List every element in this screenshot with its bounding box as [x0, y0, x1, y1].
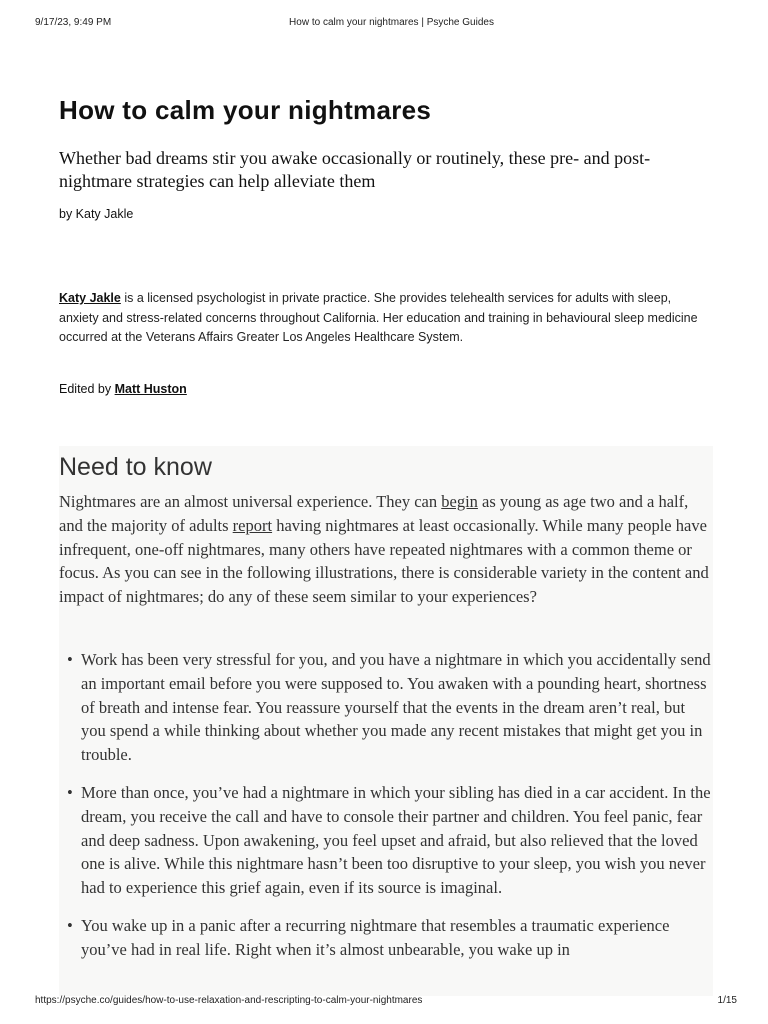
print-header	[35, 17, 748, 31]
list-item-text: More than once, you’ve had a nightmare in which your sibling has died in a car accident. In the dream, you receive the call and have to console their partner and children. You feel panic, fear and deep sadness. Upon awakening, you feel upset and afraid, but also relieved that the loved one is alive. While this nightmare hasn’t been too disruptive to your sleep, you wish you never had to experience this grief again, even if its source is imaginal.	[81, 782, 711, 898]
bullet-icon: •	[67, 915, 73, 935]
edited-by	[59, 382, 187, 396]
list-item	[59, 914, 713, 962]
page-indicator: 1/15	[717, 995, 737, 1006]
need-to-know-intro	[59, 490, 713, 609]
list-item-text: Work has been very stressful for you, and you have a nightmare in which you accidentally send an important email before you were supposed to. You awaken with a pounding heart, shortness of breath and intense fear. You reassure yourself that the events in the dream aren’t real, but you spend a while thinking about whether you made any recent mistakes that might get you in trouble.	[81, 650, 711, 765]
author-bio	[59, 289, 707, 348]
article-title: How to calm your nightmares	[59, 95, 432, 125]
intro-text-3: having nightmares at least occasionally. While many people have infrequent, one-off nightmares, many others have repeated nightmares with a common theme or focus. As you can see in the following illustrations, there is considerable variety in the content and impact of nightmares; do any of these seem similar to your experiences?	[59, 515, 709, 607]
begin-link[interactable]: begin	[441, 492, 478, 511]
edited-by-prefix: Edited by	[59, 382, 115, 396]
editor-name-link[interactable]: Matt Huston	[114, 382, 187, 396]
list-item	[59, 781, 713, 900]
print-page-title: How to calm your nightmares | Psyche Guides	[289, 17, 494, 28]
report-link[interactable]: report	[232, 515, 273, 535]
nightmare-examples-list	[59, 648, 713, 976]
list-item-text: You wake up in a panic after a recurring nightmare that resembles a traumatic experience you’ve had in real life. Right when it’s almost unbearable, you wake up in	[81, 915, 670, 959]
list-item	[59, 648, 713, 767]
print-footer	[35, 995, 737, 1009]
print-datetime: 9/17/23, 9:49 PM	[35, 17, 112, 28]
bullet-icon: •	[67, 782, 73, 802]
author-name-link[interactable]: Katy Jakle	[59, 291, 121, 305]
intro-text-1: Nightmares are an almost universal experience. They can	[59, 492, 442, 511]
article-byline: by Katy Jakle	[59, 207, 134, 221]
bullet-icon: •	[67, 650, 73, 669]
print-url: https://psyche.co/guides/how-to-use-relaxation-and-rescripting-to-calm-your-nightmares	[35, 995, 423, 1006]
article-standfirst: Whether bad dreams stir you awake occasionally or routinely, these pre- and post-nightmare strategies can help alleviate them	[59, 148, 651, 191]
intro-text-2: as young as age two and a half, and the majority of adults	[59, 492, 689, 535]
need-to-know-heading: Need to know	[59, 453, 212, 481]
author-bio-text: is a licensed psychologist in private practice. She provides telehealth services for adults with sleep, anxiety and stress-related concerns throughout California. Her education and training in behavioural sleep medicine occurred at the Veterans Affairs Greater Los Angeles Healthcare System.	[59, 291, 698, 344]
